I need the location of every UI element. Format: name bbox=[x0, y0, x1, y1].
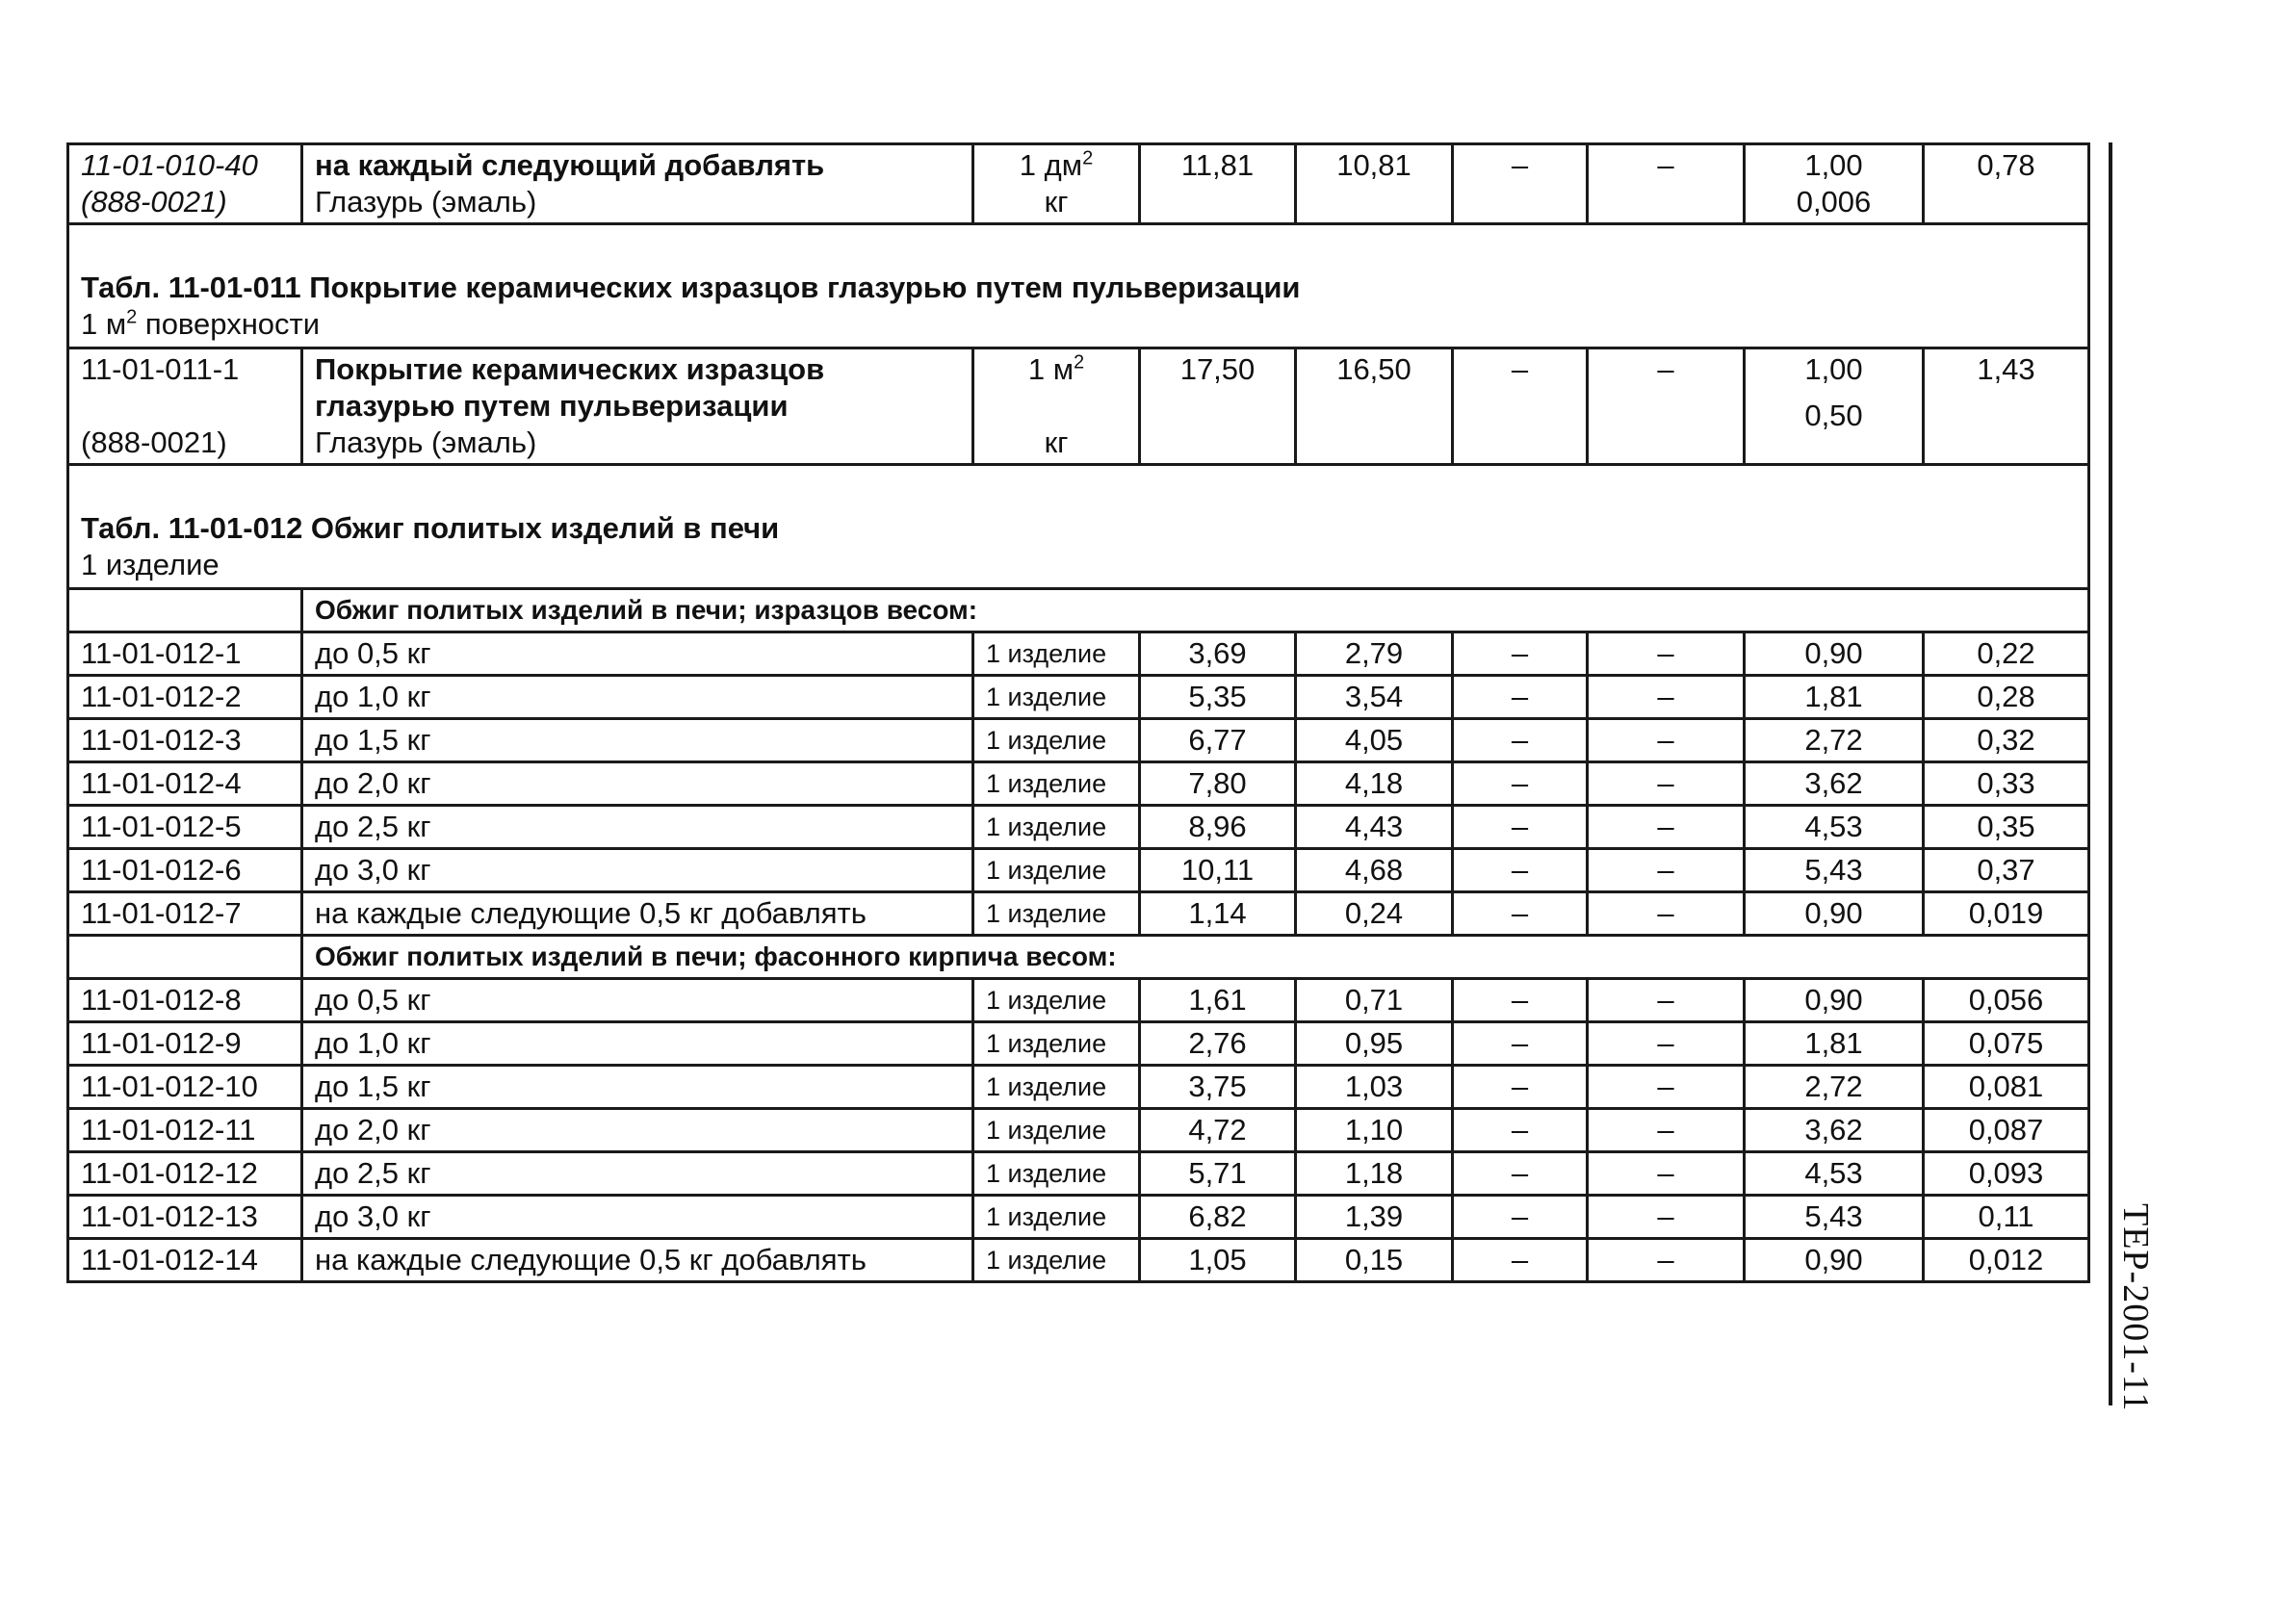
value-cell: 4,53 bbox=[1745, 806, 1924, 849]
value-cell: – bbox=[1453, 892, 1588, 936]
unit: 1 изделие bbox=[973, 1196, 1140, 1239]
value-cell bbox=[1745, 144, 1924, 224]
value-cell: 2,79 bbox=[1296, 632, 1453, 676]
rate-code: 11-01-012-7 bbox=[68, 892, 302, 936]
rate-code: 11-01-012-3 bbox=[68, 719, 302, 762]
table-measure: 1 изделие bbox=[81, 548, 220, 581]
value-cell: – bbox=[1588, 348, 1745, 465]
unit: 1 изделие bbox=[973, 979, 1140, 1022]
unit: 1 изделие bbox=[973, 719, 1140, 762]
value-cell: 8,96 bbox=[1140, 806, 1296, 849]
item-name: на каждые следующие 0,5 кг добавлять bbox=[302, 892, 973, 936]
value-cell: 0,019 bbox=[1924, 892, 2089, 936]
table-row bbox=[68, 676, 2089, 719]
name-cell bbox=[302, 348, 973, 465]
value-cell: 1,81 bbox=[1745, 676, 1924, 719]
value-cell: 3,62 bbox=[1745, 762, 1924, 806]
group-title: Обжиг политых изделий в печи; фасонного кирпича весом: bbox=[302, 936, 2089, 979]
value-cell: 1,10 bbox=[1296, 1109, 1453, 1152]
margin-rule bbox=[2109, 142, 2112, 1405]
value-cell: – bbox=[1588, 719, 1745, 762]
row-11-01-011-1 bbox=[68, 348, 2089, 465]
value-cell: 6,82 bbox=[1140, 1196, 1296, 1239]
resource-code: (888-0021) bbox=[81, 185, 227, 219]
value-cell: 4,43 bbox=[1296, 806, 1453, 849]
table-row bbox=[68, 1239, 2089, 1282]
unit: 1 изделие bbox=[973, 1066, 1140, 1109]
table-row bbox=[68, 1196, 2089, 1239]
table-heading-cell bbox=[68, 224, 2089, 348]
unit: 1 изделие bbox=[973, 1109, 1140, 1152]
value-cell: – bbox=[1453, 348, 1588, 465]
unit: 1 изделие bbox=[973, 632, 1140, 676]
value-cell: – bbox=[1588, 1152, 1745, 1196]
value-cell: – bbox=[1453, 632, 1588, 676]
unit: 1 изделие bbox=[973, 892, 1140, 936]
value-cell: – bbox=[1453, 1022, 1588, 1066]
value-cell: – bbox=[1453, 1066, 1588, 1109]
value-cell: – bbox=[1453, 1109, 1588, 1152]
rate-code: 11-01-012-4 bbox=[68, 762, 302, 806]
unit: 1 изделие bbox=[973, 676, 1140, 719]
value-cell: 10,11 bbox=[1140, 849, 1296, 892]
value-cell: – bbox=[1453, 1196, 1588, 1239]
table-title: Табл. 11-01-012 Обжиг политых изделий в печи bbox=[81, 511, 780, 545]
value-cell: 1,18 bbox=[1296, 1152, 1453, 1196]
value: 1,00 bbox=[1804, 148, 1863, 182]
item-name: до 2,5 кг bbox=[302, 1152, 973, 1196]
value-cell: – bbox=[1588, 1066, 1745, 1109]
item-name: на каждые следующие 0,5 кг добавлять bbox=[302, 1239, 973, 1282]
unit: 1 изделие bbox=[973, 849, 1140, 892]
value-cell: 1,43 bbox=[1924, 348, 2089, 465]
rate-code: 11-01-012-12 bbox=[68, 1152, 302, 1196]
value-cell: 0,093 bbox=[1924, 1152, 2089, 1196]
item-name: до 2,0 кг bbox=[302, 762, 973, 806]
unit: 1 изделие bbox=[973, 1152, 1140, 1196]
value-cell: 1,05 bbox=[1140, 1239, 1296, 1282]
value-cell: 0,78 bbox=[1924, 144, 2089, 224]
value-cell: – bbox=[1453, 806, 1588, 849]
value-cell: 1,81 bbox=[1745, 1022, 1924, 1066]
work-name-line: Покрытие керамических изразцов bbox=[315, 352, 825, 386]
table-row bbox=[68, 892, 2089, 936]
value-cell: – bbox=[1453, 1152, 1588, 1196]
material-name: Глазурь (эмаль) bbox=[315, 425, 537, 459]
unit: 1 м bbox=[1027, 352, 1075, 386]
value-cell: – bbox=[1588, 892, 1745, 936]
rate-code: 11-01-012-13 bbox=[68, 1196, 302, 1239]
rate-code: 11-01-011-1 bbox=[81, 352, 240, 386]
table-row bbox=[68, 849, 2089, 892]
table-row bbox=[68, 1022, 2089, 1066]
value-cell: 10,81 bbox=[1296, 144, 1453, 224]
value-cell: 0,90 bbox=[1745, 632, 1924, 676]
value-cell: – bbox=[1453, 719, 1588, 762]
value-cell: – bbox=[1453, 849, 1588, 892]
value-cell: 4,68 bbox=[1296, 849, 1453, 892]
value-cell: 1,14 bbox=[1140, 892, 1296, 936]
table-row bbox=[68, 806, 2089, 849]
value-cell: 0,075 bbox=[1924, 1022, 2089, 1066]
value-cell: – bbox=[1588, 676, 1745, 719]
empty-code-cell bbox=[68, 936, 302, 979]
rate-code: 11-01-012-2 bbox=[68, 676, 302, 719]
value-cell: – bbox=[1588, 1022, 1745, 1066]
measure-rest: поверхности bbox=[137, 307, 321, 341]
value-cell: 6,77 bbox=[1140, 719, 1296, 762]
table-row bbox=[68, 719, 2089, 762]
rate-code: 11-01-010-40 bbox=[81, 148, 258, 182]
value-cell: 4,53 bbox=[1745, 1152, 1924, 1196]
unit-exponent: 2 bbox=[1074, 351, 1085, 374]
value-cell: 0,28 bbox=[1924, 676, 2089, 719]
value-cell: 0,90 bbox=[1745, 1239, 1924, 1282]
group-header-row bbox=[68, 936, 2089, 979]
value-cell: 0,056 bbox=[1924, 979, 2089, 1022]
item-name: до 1,5 кг bbox=[302, 1066, 973, 1109]
value-cell: – bbox=[1588, 979, 1745, 1022]
value-cell: – bbox=[1588, 1196, 1745, 1239]
item-name: до 1,0 кг bbox=[302, 676, 973, 719]
value-cell: 2,72 bbox=[1745, 719, 1924, 762]
value-cell: – bbox=[1453, 676, 1588, 719]
value-cell: 5,43 bbox=[1745, 849, 1924, 892]
item-name: до 1,5 кг bbox=[302, 719, 973, 762]
value-cell: – bbox=[1453, 762, 1588, 806]
value-cell: 0,90 bbox=[1745, 892, 1924, 936]
material-unit: кг bbox=[1044, 185, 1069, 219]
value-cell: 5,43 bbox=[1745, 1196, 1924, 1239]
value-cell: 0,11 bbox=[1924, 1196, 2089, 1239]
unit-cell bbox=[973, 144, 1140, 224]
value-cell: 16,50 bbox=[1296, 348, 1453, 465]
value-cell: 0,15 bbox=[1296, 1239, 1453, 1282]
table-row bbox=[68, 762, 2089, 806]
value-cell: 0,37 bbox=[1924, 849, 2089, 892]
rates-table bbox=[66, 142, 2090, 1283]
unit: 1 изделие bbox=[973, 806, 1140, 849]
value-cell bbox=[1745, 348, 1924, 465]
value-cell: 2,72 bbox=[1745, 1066, 1924, 1109]
table-measure bbox=[81, 306, 2076, 343]
value-cell: 0,71 bbox=[1296, 979, 1453, 1022]
rate-code: 11-01-012-5 bbox=[68, 806, 302, 849]
value-cell: 7,80 bbox=[1140, 762, 1296, 806]
value-cell: 2,76 bbox=[1140, 1022, 1296, 1066]
value-cell: 0,33 bbox=[1924, 762, 2089, 806]
unit: 1 изделие bbox=[973, 762, 1140, 806]
value-cell: – bbox=[1588, 849, 1745, 892]
rate-code: 11-01-012-11 bbox=[68, 1109, 302, 1152]
value-cell: 0,90 bbox=[1745, 979, 1924, 1022]
rate-code: 11-01-012-1 bbox=[68, 632, 302, 676]
value-cell: – bbox=[1453, 979, 1588, 1022]
item-name: до 0,5 кг bbox=[302, 632, 973, 676]
material-unit: кг bbox=[1044, 425, 1069, 459]
resource-code: (888-0021) bbox=[81, 425, 227, 459]
value-cell: 3,54 bbox=[1296, 676, 1453, 719]
table-title: Табл. 11-01-011 Покрытие керамических изразцов глазурью путем пульверизации bbox=[81, 271, 1301, 304]
item-name: до 2,5 кг bbox=[302, 806, 973, 849]
value-cell: – bbox=[1588, 1109, 1745, 1152]
rate-code: 11-01-012-10 bbox=[68, 1066, 302, 1109]
empty-code-cell bbox=[68, 589, 302, 632]
rate-code: 11-01-012-9 bbox=[68, 1022, 302, 1066]
value-cell: 17,50 bbox=[1140, 348, 1296, 465]
value-cell: 0,32 bbox=[1924, 719, 2089, 762]
value-cell: – bbox=[1588, 1239, 1745, 1282]
value-cell: – bbox=[1588, 144, 1745, 224]
rate-code: 11-01-012-6 bbox=[68, 849, 302, 892]
item-name: до 3,0 кг bbox=[302, 1196, 973, 1239]
value-cell: – bbox=[1588, 762, 1745, 806]
measure-exponent: 2 bbox=[126, 306, 138, 328]
table-row bbox=[68, 632, 2089, 676]
value-cell: – bbox=[1588, 632, 1745, 676]
rate-code: 11-01-012-14 bbox=[68, 1239, 302, 1282]
table-row bbox=[68, 979, 2089, 1022]
table-row bbox=[68, 1066, 2089, 1109]
work-name-line: глазурью путем пульверизации bbox=[315, 389, 789, 423]
value-cell: 11,81 bbox=[1140, 144, 1296, 224]
name-cell bbox=[302, 144, 973, 224]
value-cell: 0,35 bbox=[1924, 806, 2089, 849]
value-cell: 0,22 bbox=[1924, 632, 2089, 676]
value-cell: 0,012 bbox=[1924, 1239, 2089, 1282]
value-cell: 0,081 bbox=[1924, 1066, 2089, 1109]
value-cell: 1,61 bbox=[1140, 979, 1296, 1022]
value-cell: 0,24 bbox=[1296, 892, 1453, 936]
unit: 1 дм bbox=[1019, 148, 1083, 182]
rate-code: 11-01-012-8 bbox=[68, 979, 302, 1022]
row-11-01-010-40 bbox=[68, 144, 2089, 224]
value-cell: 3,69 bbox=[1140, 632, 1296, 676]
value-cell: 0,95 bbox=[1296, 1022, 1453, 1066]
item-name: до 0,5 кг bbox=[302, 979, 973, 1022]
table-row bbox=[68, 1152, 2089, 1196]
value-cell: 1,03 bbox=[1296, 1066, 1453, 1109]
table-heading-cell bbox=[68, 465, 2089, 589]
unit: 1 изделие bbox=[973, 1239, 1140, 1282]
value-cell: 3,62 bbox=[1745, 1109, 1924, 1152]
document-code: ТЕР-2001-11 bbox=[2115, 1203, 2156, 1412]
group-title: Обжиг политых изделий в печи; изразцов весом: bbox=[302, 589, 2089, 632]
code-cell bbox=[68, 348, 302, 465]
unit-exponent: 2 bbox=[1082, 147, 1094, 169]
material-quantity: 0,006 bbox=[1796, 185, 1872, 219]
value-cell: 4,72 bbox=[1140, 1109, 1296, 1152]
table-011-heading bbox=[68, 224, 2089, 348]
item-name: до 3,0 кг bbox=[302, 849, 973, 892]
item-name: до 2,0 кг bbox=[302, 1109, 973, 1152]
value-cell: 5,35 bbox=[1140, 676, 1296, 719]
table-row bbox=[68, 1109, 2089, 1152]
value-cell: – bbox=[1453, 144, 1588, 224]
work-name: на каждый следующий добавлять bbox=[315, 148, 825, 182]
material-name: Глазурь (эмаль) bbox=[315, 185, 537, 219]
value-cell: – bbox=[1588, 806, 1745, 849]
code-cell bbox=[68, 144, 302, 224]
table-012-heading bbox=[68, 465, 2089, 589]
value-cell: 0,087 bbox=[1924, 1109, 2089, 1152]
value-cell: 4,18 bbox=[1296, 762, 1453, 806]
value-cell: 1,39 bbox=[1296, 1196, 1453, 1239]
measure-unit: 1 м bbox=[81, 307, 127, 341]
value-cell: – bbox=[1453, 1239, 1588, 1282]
group-header-row bbox=[68, 589, 2089, 632]
unit-cell bbox=[973, 348, 1140, 465]
value-cell: 3,75 bbox=[1140, 1066, 1296, 1109]
item-name: до 1,0 кг bbox=[302, 1022, 973, 1066]
value: 1,00 bbox=[1804, 352, 1863, 386]
value-cell: 5,71 bbox=[1140, 1152, 1296, 1196]
value-cell: 4,05 bbox=[1296, 719, 1453, 762]
unit: 1 изделие bbox=[973, 1022, 1140, 1066]
material-quantity: 0,50 bbox=[1804, 399, 1863, 432]
